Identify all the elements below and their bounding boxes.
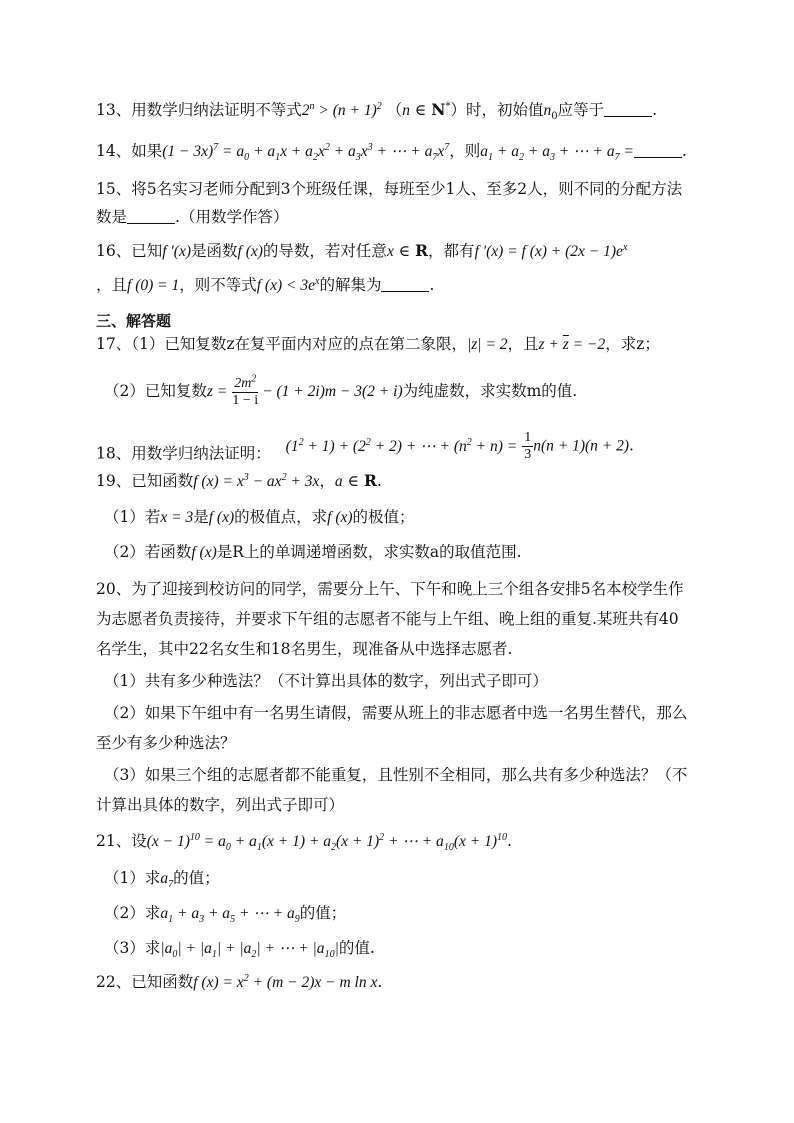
- question-13: 13、用数学归纳法证明不等式$2^n > (n + 1)^2$ （n ∈ N*）时，初始值$n_0$应等于 .: [96, 100, 658, 123]
- question-15-line1: 15、将5名实习老师分配到3个班级任课，每班至少1人、至多2人，则不同的分配方法: [96, 180, 683, 198]
- section-heading-3: 三、解答题: [96, 312, 172, 330]
- binomial-expansion: $(1 - 3x)^7 = a_0 + a_1x + a_2x^2 + a_3x^3$ + ⋯ + $a_7x^7$: [162, 141, 450, 164]
- answer-blank-15[interactable]: [127, 209, 175, 224]
- question-17-part2: （2）已知复数z = $\frac{2m^2}{1 - i}$ − (1 + 2i)m − 3(2 + i)为纯虚数，求实数m的值.: [104, 372, 578, 408]
- question-20-part3-line1: （3）如果三个组的志愿者都不能重复，且性别不全相同，那么共有多少种选法？（不: [104, 766, 688, 784]
- question-17-part1: 17、（1）已知复数z在复平面内对应的点在第二象限，|z| = 2，且$z + \overline{z} = -2$，求z；: [96, 335, 660, 353]
- question-21: 21、设$(x - 1)^{10} = a_0 + a_1(x + 1) + a_2(x + 1)^2$ + ⋯ + $a_{10}(x + 1)^{10}$.: [96, 831, 512, 854]
- answer-blank-14[interactable]: [634, 143, 682, 158]
- question-21-part2: （2）求$a_1 + a_3 + a_5$ + ⋯ + $a_9$的值；: [104, 904, 347, 926]
- question-14: 14、如果$(1 - 3x)^7 = a_0 + a_1x + a_2x^2 + a_3x^3$ + ⋯ + $a_7x^7$，则$a_1 + a_2 + a_3$ + ⋯ + $a_7$ = .: [96, 141, 687, 164]
- inequality-expr: $2^n > (n + 1)^2$: [301, 100, 382, 119]
- question-22: 22、已知函数f $(x) = x^2 + (m - 2)x - m$ ln x.: [96, 972, 383, 991]
- question-19: 19、已知函数f $(x) = x^3 - ax^2 + 3x$，a ∈ R.: [96, 471, 382, 490]
- question-18: 18、用数学归纳法证明： $(1^2 + 1) + (2^2 + 2)$ + ⋯ + $(n^2 + n)$ = $\frac{1}{3}$ n(n + 1)(n + 2).: [96, 430, 634, 463]
- question-20-part2-line1: （2）如果下午组中有一名男生请假，需要从班上的非志愿者中选一名男生替代，那么: [104, 704, 688, 722]
- question-20-part1: （1）共有多少种选法？（不计算出具体的数字，列出式子即可）: [104, 672, 548, 690]
- question-19-part2: （2）若函数f (x)是R上的单调递增函数，求实数a的取值范围.: [104, 543, 522, 561]
- question-19-part1: （1）若x = 3是f (x)的极值点，求f (x)的极值；: [104, 508, 415, 526]
- question-20-part2-line2: 至少有多少种选法？: [96, 734, 236, 752]
- question-16-line2: ，且f (0) = 1，则不等式f $(x) < 3e^x$的解集为 .: [96, 275, 435, 294]
- question-21-part1: （1）求$a_7$的值；: [104, 869, 220, 891]
- answer-blank-16[interactable]: [381, 277, 429, 292]
- question-20-line1: 20、为了迎接到校访问的同学，需要分上午、下午和晚上三个组各安排5名本校学生作: [96, 580, 684, 598]
- question-16-line1: 16、已知f ′(x)是函数f (x)的导数，若对任意x ∈ R，都有f ′(x) = f $(x) + (2x - 1)e^x$: [96, 241, 628, 260]
- question-21-part3: （3）求$|a_0| + |a_1| + |a_2|$ + ⋯ + $|a_{10}|$的值.: [104, 939, 375, 961]
- answer-blank-13[interactable]: [604, 102, 652, 117]
- question-20-line3: 名学生，其中22名女生和18名男生，现准备从中选择志愿者.: [96, 640, 513, 658]
- question-20-part3-line2: 计算出具体的数字，列出式子即可）: [96, 796, 345, 814]
- question-20-line2: 为志愿者负责接待，并要求下午组的志愿者不能与上午组、晚上组的重复.某班共有40: [96, 610, 679, 628]
- question-15-line2: 数是 .（用数学作答）: [96, 208, 289, 226]
